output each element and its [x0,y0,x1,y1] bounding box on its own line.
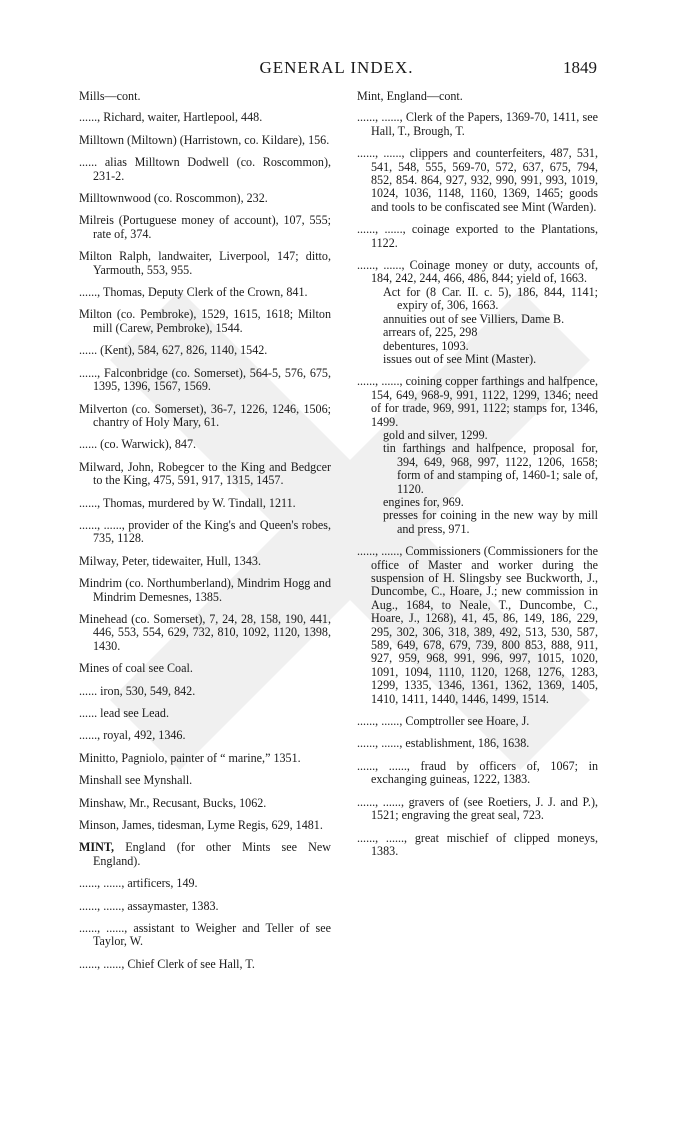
index-entry [79,134,331,147]
index-entry [79,613,331,653]
running-title: GENERAL INDEX. [259,58,414,77]
entry-text: ...... lead see Lead. [79,706,169,720]
index-entry [79,841,331,868]
index-entry [357,509,598,536]
index-entry [357,340,598,353]
entry-text: ......, ......, provider of the King's and Queen's robes, 735, 1128. [79,517,331,546]
index-entry [79,367,331,394]
entry-text: ...... iron, 530, 549, 842. [79,683,196,698]
index-entry [79,308,331,335]
page-header [0,56,673,82]
index-entry [357,715,598,728]
entry-text: ......, ......, coining copper farthings and halfpence, 154, 649, 968-9, 991, 1122, 1299, 1346; need of for trade, 969, 991, 1122; stamps for, 1346, 1499. [357,374,598,429]
index-entry [357,760,598,787]
entry-text: ......, ......, Comptroller see Hoare, J. [357,714,530,729]
entry-text: ......, ......, assaymaster, 1383. [79,898,219,913]
index-entry [79,286,331,299]
index-entry [357,111,598,138]
index-entry [357,223,598,250]
index-entry [79,922,331,949]
index-entry [357,286,598,313]
entry-text: ...... (Kent), 584, 627, 826, 1140, 1542. [79,343,268,358]
index-entry [79,797,331,810]
entry-text: ......, ......, clippers and counterfeiters, 487, 531, 541, 548, 555, 569-70, 572, 637, 675, 794, 852, 854. 864, 927, 932, 990, 991, 993, 1019, 1024, 1036, 1148, 1160, 1369, 1465; goods and tools to be confiscated see Mint (Warden). [357,146,598,214]
entry-text: gold and silver, 1299. [383,427,488,442]
entry-text: ......, ......, Commissioners (Commissioners for the office of Master and worker during the suspension of H. Slingsby see Buckworth, J., Duncombe, C., Hoare, J.; new commission in Aug., 1684, to Neale, T., Duncombe, C., Hoare, J., 1268), 41, 45, 86, 149, 186, 229, 295, 302, 306, 318, 389, 492, 513, 530, 587, 589, 649, 678, 679, 739, 800 853, 888, 911, 927, 959, 968, 991, 996, 997, 1015, 1020, 1091, 1094, 1110, 1120, 1268, 1276, 1283, 1299, 1335, 1346, 1361, 1362, 1369, 1405, 1410, 1411, 1440, 1446, 1499, 1514. [357,544,598,706]
index-entry [357,375,598,429]
index-entry [79,958,331,971]
index-entry [79,685,331,698]
entry-text: ......, ......, coinage exported to the Plantations, 1122. [357,222,598,250]
index-entry [357,796,598,823]
entry-text: engines for, 969. [383,494,464,509]
entry-text: Mint, England—cont. [357,89,463,103]
index-entry [79,900,331,913]
index-entry [357,737,598,750]
index-entry [79,90,331,103]
entry-text: Mines of coal see Coal. [79,661,193,676]
index-entry [79,156,331,183]
entry-text: ......, ......, gravers of (see Roetiers, J. J. and P.), 1521; engraving the great seal, 723. [357,794,598,823]
entry-text: arrears of, 225, 298 [383,325,478,340]
index-entry [357,496,598,509]
index-entry [357,442,598,496]
index-entry [79,403,331,430]
index-entry [79,877,331,890]
entry-text: ......, Thomas, murdered by W. Tindall, 1211. [79,495,296,510]
entry-text: ......, Thomas, Deputy Clerk of the Crown, 841. [79,285,308,300]
entry-text: ......, ......, fraud by officers of, 1067; in exchanging guineas, 1222, 1383. [357,758,598,787]
entry-text: ...... (co. Warwick), 847. [79,437,197,452]
entry-text: Milverton (co. Somerset), 36-7, 1226, 1246, 1506; chantry of Holy Mary, 61. [79,401,331,429]
entry-text: ......, Falconbridge (co. Somerset), 564-5, 576, 675, 1395, 1396, 1567, 1569. [79,365,331,394]
entry-text: ......, ......, Chief Clerk of see Hall, T. [79,956,255,971]
index-column-left [79,90,331,980]
index-entry [357,313,598,326]
entry-heading-bold: MINT, [79,840,115,855]
index-entry [79,819,331,832]
entry-text: presses for coining in the new way by mill and press, 971. [383,508,598,536]
entry-text: ......, ......, great mischief of clipped moneys, 1383. [357,830,598,858]
index-entry [79,214,331,241]
index-entry [79,752,331,765]
entry-text: Minshaw, Mr., Recusant, Bucks, 1062. [79,795,267,810]
entry-text: Milward, John, Robegcer to the King and Bedgcer to the King, 475, 591, 917, 1315, 1457. [79,459,331,488]
entry-text: Minson, James, tidesman, Lyme Regis, 629, 1481. [79,818,323,833]
entry-text: annuities out of see Villiers, Dame B. [383,311,565,326]
index-entry [357,90,598,103]
index-entry [79,497,331,510]
entry-text: Milway, Peter, tidewaiter, Hull, 1343. [79,553,261,568]
index-entry [357,353,598,366]
entry-text: ......, ......, establishment, 186, 1638. [357,736,530,751]
index-entry [79,438,331,451]
entry-text: Mills—cont. [79,89,141,103]
entry-text: Milreis (Portuguese money of account), 107, 555; rate of, 374. [79,213,331,241]
index-entry [79,344,331,357]
entry-text: issues out of see Mint (Master). [383,351,537,366]
entry-text: ......, ......, Coinage money or duty, accounts of, 184, 242, 244, 466, 486, 844; yield of, 1663. [357,258,598,286]
index-entry [357,545,598,706]
index-entry [79,555,331,568]
index-entry [79,111,331,124]
entry-text: Milton Ralph, landwaiter, Liverpool, 147; ditto, Yarmouth, 553, 955. [79,249,331,277]
entry-text: Milltownwood (co. Roscommon), 232. [79,191,268,206]
index-entry [79,707,331,720]
entry-text: Minshall see Mynshall. [79,773,193,788]
index-entry [79,519,331,546]
entry-text: Mindrim (co. Northumberland), Mindrim Hogg and Mindrim Demesnes, 1385. [79,576,331,604]
index-entry [79,729,331,742]
entry-text: ......, ......, artificers, 149. [79,876,198,891]
entry-text: Act for (8 Car. II. c. 5), 186, 844, 1141; expiry of, 306, 1663. [383,284,598,313]
entry-text: Minitto, Pagniolo, painter of “ marine,” 1351. [79,750,301,765]
entry-text: Milltown (Miltown) (Harristown, co. Kildare), 156. [79,132,330,147]
entry-text: Milton (co. Pembroke), 1529, 1615, 1618; Milton mill (Carew, Pembroke), 1544. [79,307,331,335]
index-entry [357,259,598,286]
index-entry [79,774,331,787]
index-entry [79,250,331,277]
index-entry [357,832,598,859]
index-entry [79,461,331,488]
entry-text: tin farthings and halfpence, proposal for, 394, 649, 968, 997, 1122, 1206, 1658; form of and stamping of, 1460-1; sale of, 1120. [383,441,598,496]
entry-text: debentures, 1093. [383,338,469,353]
index-entry [79,662,331,675]
index-entry [357,429,598,442]
index-entry [357,147,598,214]
entry-text: ......, royal, 492, 1346. [79,728,186,743]
index-column-right [357,90,598,867]
index-entry [79,192,331,205]
entry-text: ......, Richard, waiter, Hartlepool, 448. [79,110,263,125]
entry-text: ......, ......, assistant to Weigher and Teller of see Taylor, W. [79,921,331,949]
index-entry [357,326,598,339]
entry-text: England (for other Mints see New England). [93,840,331,868]
entry-text: Minehead (co. Somerset), 7, 24, 28, 158, 190, 441, 446, 553, 554, 629, 732, 810, 1092, 1120, 1398, 1430. [79,611,331,653]
entry-text: ...... alias Milltown Dodwell (co. Roscommon), 231-2. [79,155,331,183]
entry-text: ......, ......, Clerk of the Papers, 1369-70, 1411, see Hall, T., Brough, T. [357,110,598,138]
index-entry [79,577,331,604]
page-number: 1849 [563,58,597,77]
